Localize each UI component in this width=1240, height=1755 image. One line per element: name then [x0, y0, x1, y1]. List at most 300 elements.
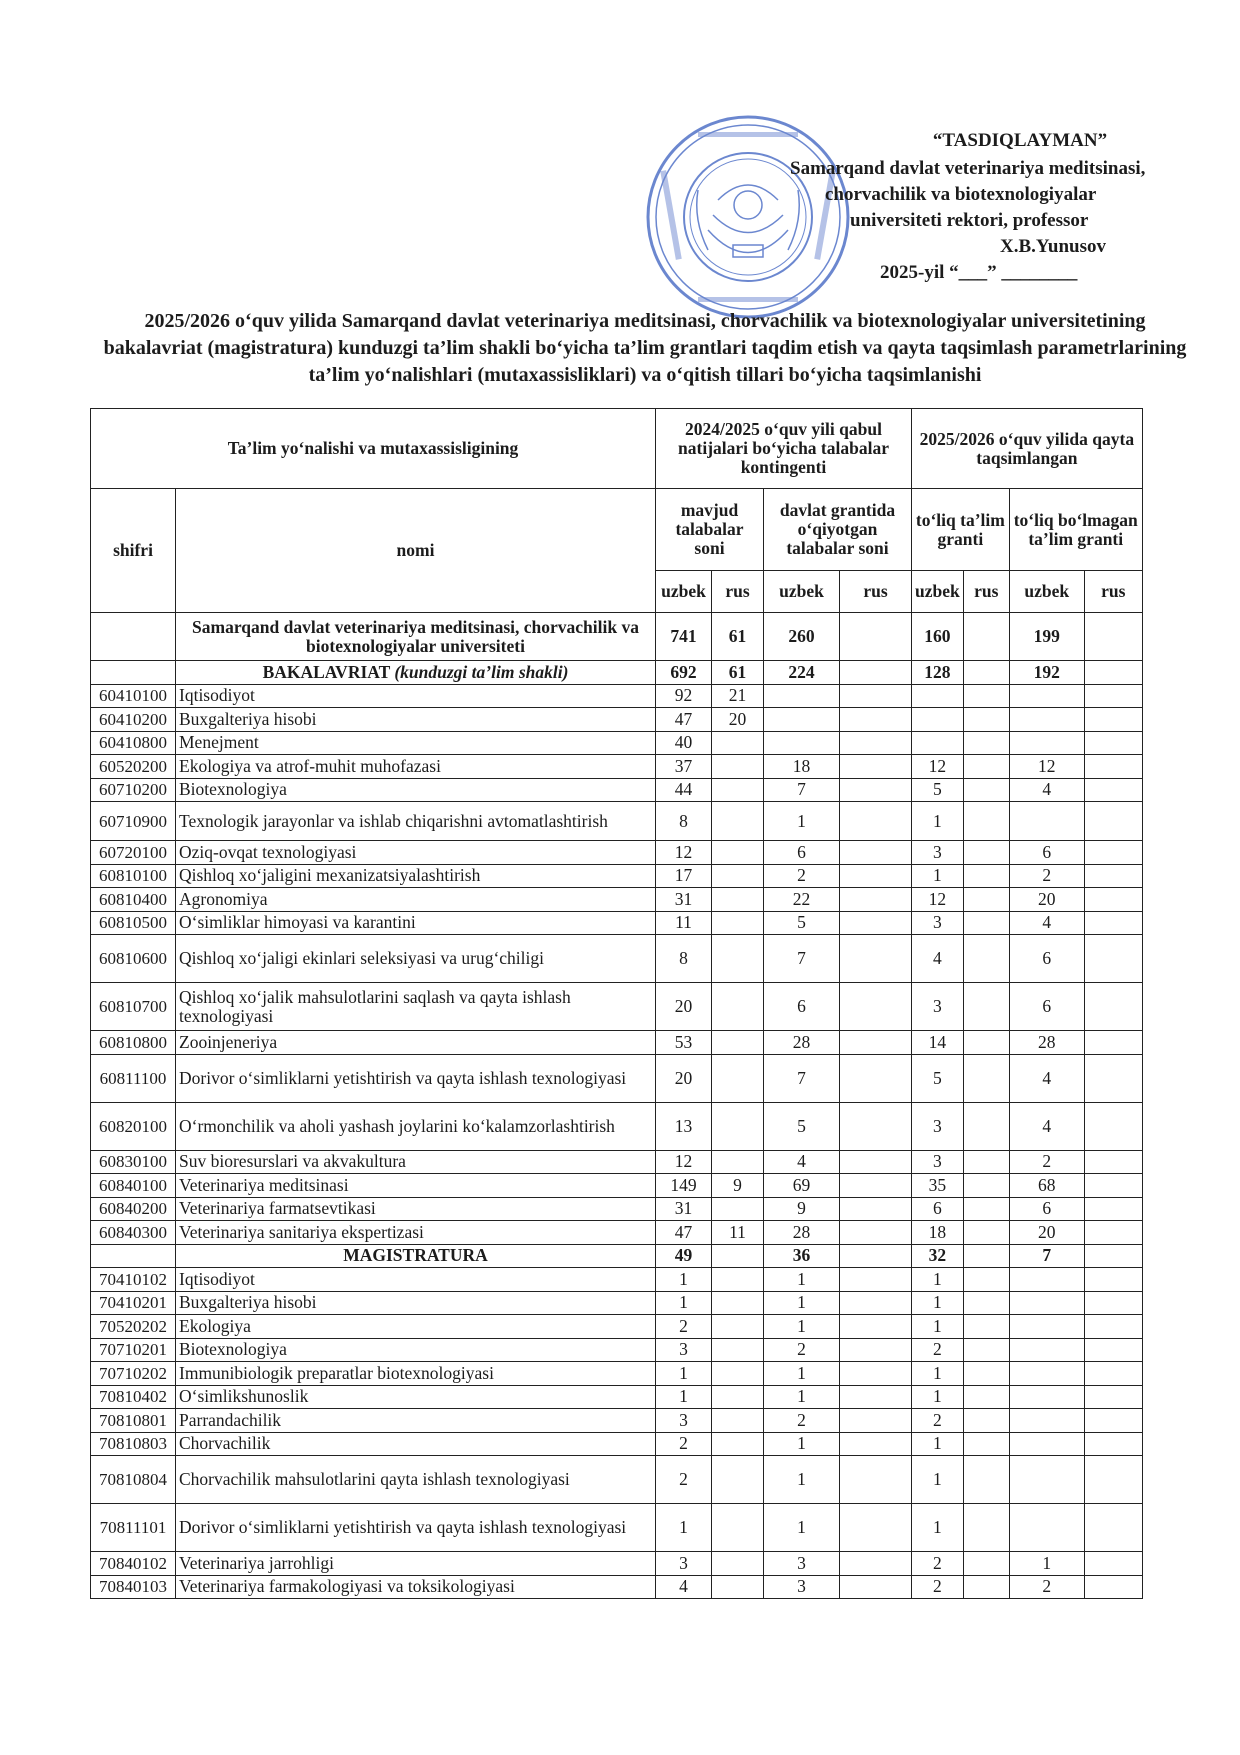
value-cell — [963, 1291, 1009, 1315]
value-cell — [963, 1102, 1009, 1150]
value-cell — [963, 888, 1009, 912]
approval-line-1: Samarqand davlat veterinariya meditsinasi, — [790, 158, 1146, 179]
value-cell — [712, 841, 764, 865]
program-code: 60810600 — [91, 935, 176, 983]
program-code: 70811101 — [91, 1504, 176, 1552]
value-cell — [1084, 1362, 1142, 1386]
table-row — [91, 802, 1143, 841]
value-cell: 44 — [656, 778, 712, 802]
value-cell: 2 — [1009, 1150, 1084, 1174]
value-cell — [840, 1338, 912, 1362]
header-existing: mavjud talabalar soni — [656, 489, 764, 571]
value-cell — [1009, 1456, 1084, 1504]
value-cell: 12 — [1009, 755, 1084, 779]
value-cell — [712, 1102, 764, 1150]
value-cell — [1084, 778, 1142, 802]
program-name: Dorivor o‘simliklarni yetishtirish va qayta ishlash texnologiyasi — [176, 1054, 656, 1102]
value-cell — [840, 1102, 912, 1150]
value-cell: 1 — [656, 1362, 712, 1386]
value-cell — [1084, 708, 1142, 732]
distribution-table — [90, 408, 1143, 1599]
value-cell — [840, 1385, 912, 1409]
header-uzbek: uzbek — [764, 571, 840, 613]
value-cell: 2 — [656, 1315, 712, 1339]
value-cell — [712, 1150, 764, 1174]
table-row — [91, 1338, 1143, 1362]
value-cell: 20 — [1009, 888, 1084, 912]
value-cell — [1084, 755, 1142, 779]
value-cell — [840, 613, 912, 661]
value-cell: 4 — [1009, 911, 1084, 935]
program-code: 70810803 — [91, 1432, 176, 1456]
value-cell — [1009, 1315, 1084, 1339]
value-cell: 1 — [764, 1268, 840, 1292]
program-code: 60410200 — [91, 708, 176, 732]
value-cell — [840, 864, 912, 888]
table-row — [91, 1385, 1143, 1409]
header-rus: rus — [1084, 571, 1142, 613]
header-contingent: 2024/2025 o‘quv yili qabul natijalari bo‘yicha talabalar kontingenti — [656, 409, 912, 489]
program-code: 60810700 — [91, 983, 176, 1031]
program-code: 70520202 — [91, 1315, 176, 1339]
document-title: 2025/2026 o‘quv yilida Samarqand davlat veterinariya meditsinasi, chorvachilik va biotexnologiyalar universitetining bakalavriat (magistratura) kunduzgi ta’lim shakli bo‘yicha ta’lim grantlari taqdim etish va qayta taqsimlash parametrlarining ta’lim yo‘nalishlari (mutaxassisliklari) va o‘qitish tillari bo‘yicha taqsimlanishi — [103, 310, 1187, 386]
header-uzbek: uzbek — [912, 571, 964, 613]
program-name: Qishloq xo‘jalik mahsulotlarini saqlash va qayta ishlash texnologiyasi — [176, 983, 656, 1031]
value-cell — [963, 864, 1009, 888]
value-cell: 92 — [656, 684, 712, 708]
program-code: 60840100 — [91, 1174, 176, 1198]
value-cell: 4 — [912, 935, 964, 983]
value-cell: 1 — [764, 1432, 840, 1456]
program-name: O‘simliklar himoyasi va karantini — [176, 911, 656, 935]
value-cell — [840, 1221, 912, 1245]
value-cell — [1084, 841, 1142, 865]
value-cell — [1084, 731, 1142, 755]
value-cell: 37 — [656, 755, 712, 779]
value-cell — [840, 983, 912, 1031]
empty-code-cell — [91, 1244, 176, 1268]
program-code: 60830100 — [91, 1150, 176, 1174]
value-cell: 7 — [764, 935, 840, 983]
value-cell — [912, 731, 964, 755]
value-cell — [712, 864, 764, 888]
value-cell: 5 — [764, 911, 840, 935]
value-cell: 1 — [764, 1456, 840, 1504]
value-cell: 3 — [912, 983, 964, 1031]
program-name: Oziq-ovqat texnologiyasi — [176, 841, 656, 865]
table-row — [91, 1409, 1143, 1433]
program-code: 60710200 — [91, 778, 176, 802]
value-cell — [840, 1174, 912, 1198]
header-program: Ta’lim yo‘nalishi va mutaxassisligining — [91, 409, 656, 489]
value-cell: 11 — [656, 911, 712, 935]
value-cell: 4 — [1009, 1054, 1084, 1102]
value-cell: 28 — [764, 1221, 840, 1245]
program-name: Biotexnologiya — [176, 1338, 656, 1362]
table-row — [91, 778, 1143, 802]
program-code: 60810400 — [91, 888, 176, 912]
value-cell: 47 — [656, 708, 712, 732]
value-cell — [712, 1054, 764, 1102]
table-row — [91, 935, 1143, 983]
value-cell — [1084, 935, 1142, 983]
program-code: 60710900 — [91, 802, 176, 841]
master-section-label: MAGISTRATURA — [176, 1244, 656, 1268]
value-cell — [1084, 1197, 1142, 1221]
program-code: 60820100 — [91, 1102, 176, 1150]
program-code: 70810801 — [91, 1409, 176, 1433]
value-cell: 1 — [656, 1504, 712, 1552]
value-cell — [1009, 1432, 1084, 1456]
value-cell: 5 — [912, 778, 964, 802]
value-cell: 3 — [912, 1102, 964, 1150]
value-cell — [840, 935, 912, 983]
value-cell: 13 — [656, 1102, 712, 1150]
value-cell: 149 — [656, 1174, 712, 1198]
value-cell: 22 — [764, 888, 840, 912]
value-cell — [1084, 1174, 1142, 1198]
table-row — [91, 1504, 1143, 1552]
value-cell — [963, 708, 1009, 732]
value-cell: 2 — [912, 1409, 964, 1433]
program-code: 60811100 — [91, 1054, 176, 1102]
value-cell: 69 — [764, 1174, 840, 1198]
value-cell: 1 — [912, 864, 964, 888]
header-rus: rus — [840, 571, 912, 613]
value-cell — [1084, 911, 1142, 935]
value-cell: 2 — [912, 1552, 964, 1576]
approval-heading: “TASDIQLAYMAN” — [932, 130, 1108, 151]
approval-signatory: X.B.Yunusov — [1000, 236, 1106, 257]
program-code: 70410201 — [91, 1291, 176, 1315]
value-cell: 12 — [656, 841, 712, 865]
value-cell — [912, 708, 964, 732]
value-cell — [712, 1338, 764, 1362]
value-cell — [712, 935, 764, 983]
table-row — [91, 684, 1143, 708]
program-name: Buxgalteriya hisobi — [176, 708, 656, 732]
value-cell — [840, 778, 912, 802]
value-cell — [963, 1174, 1009, 1198]
value-cell: 5 — [764, 1102, 840, 1150]
value-cell — [712, 731, 764, 755]
distribution-table-wrap — [90, 408, 1143, 1599]
value-cell — [712, 1291, 764, 1315]
value-cell: 3 — [764, 1552, 840, 1576]
value-cell — [712, 1552, 764, 1576]
program-name: Zooinjeneriya — [176, 1031, 656, 1055]
value-cell: 224 — [764, 661, 840, 685]
value-cell: 1 — [912, 1268, 964, 1292]
approval-line-2: chorvachilik va biotexnologiyalar — [825, 184, 1097, 205]
value-cell — [963, 1432, 1009, 1456]
header-full-grant: to‘liq ta’lim granti — [912, 489, 1010, 571]
value-cell — [712, 1197, 764, 1221]
value-cell: 3 — [656, 1338, 712, 1362]
value-cell — [1009, 1385, 1084, 1409]
value-cell: 1 — [764, 1362, 840, 1386]
value-cell — [963, 684, 1009, 708]
value-cell: 260 — [764, 613, 840, 661]
table-row — [91, 983, 1143, 1031]
header-rus: rus — [963, 571, 1009, 613]
value-cell: 8 — [656, 802, 712, 841]
value-cell: 36 — [764, 1244, 840, 1268]
value-cell — [1084, 1432, 1142, 1456]
value-cell — [1009, 1504, 1084, 1552]
program-name: Buxgalteriya hisobi — [176, 1291, 656, 1315]
value-cell — [1084, 1268, 1142, 1292]
program-code: 70710202 — [91, 1362, 176, 1386]
header-state-grant: davlat grantida o‘qiyotgan talabalar soni — [764, 489, 912, 571]
value-cell — [712, 1409, 764, 1433]
program-name: Biotexnologiya — [176, 778, 656, 802]
value-cell: 12 — [912, 888, 964, 912]
value-cell — [840, 888, 912, 912]
value-cell — [963, 1031, 1009, 1055]
value-cell — [1084, 1456, 1142, 1504]
value-cell — [1084, 661, 1142, 685]
value-cell — [840, 661, 912, 685]
value-cell — [963, 841, 1009, 865]
value-cell — [1009, 1338, 1084, 1362]
value-cell: 61 — [712, 661, 764, 685]
approval-block — [790, 128, 1210, 286]
value-cell: 6 — [1009, 983, 1084, 1031]
value-cell — [1009, 1291, 1084, 1315]
value-cell — [963, 1575, 1009, 1599]
value-cell — [1084, 1338, 1142, 1362]
value-cell — [764, 731, 840, 755]
value-cell — [840, 1456, 912, 1504]
value-cell — [712, 888, 764, 912]
value-cell: 1 — [912, 1315, 964, 1339]
value-cell — [840, 1197, 912, 1221]
value-cell — [963, 911, 1009, 935]
value-cell: 2 — [656, 1432, 712, 1456]
value-cell — [840, 1268, 912, 1292]
program-name: Veterinariya jarrohligi — [176, 1552, 656, 1576]
value-cell — [840, 1575, 912, 1599]
value-cell — [963, 1150, 1009, 1174]
value-cell: 1 — [656, 1385, 712, 1409]
value-cell: 4 — [764, 1150, 840, 1174]
value-cell: 20 — [712, 708, 764, 732]
value-cell — [840, 1031, 912, 1055]
value-cell — [963, 1385, 1009, 1409]
program-name: O‘rmonchilik va aholi yashash joylarini ko‘kalamzorlashtirish — [176, 1102, 656, 1150]
program-name: Chorvachilik mahsulotlarini qayta ishlash texnologiyasi — [176, 1456, 656, 1504]
value-cell: 53 — [656, 1031, 712, 1055]
value-cell — [712, 1504, 764, 1552]
value-cell — [963, 935, 1009, 983]
value-cell — [712, 1031, 764, 1055]
value-cell: 692 — [656, 661, 712, 685]
value-cell: 1 — [912, 802, 964, 841]
program-code: 70840102 — [91, 1552, 176, 1576]
value-cell: 18 — [912, 1221, 964, 1245]
value-cell: 160 — [912, 613, 964, 661]
program-code: 60720100 — [91, 841, 176, 865]
value-cell — [963, 1504, 1009, 1552]
value-cell: 7 — [764, 778, 840, 802]
value-cell — [963, 983, 1009, 1031]
table-row — [91, 864, 1143, 888]
master-total-row — [91, 1244, 1143, 1268]
value-cell: 12 — [656, 1150, 712, 1174]
value-cell — [1084, 802, 1142, 841]
program-code: 70840103 — [91, 1575, 176, 1599]
value-cell — [963, 731, 1009, 755]
value-cell — [712, 1244, 764, 1268]
value-cell: 9 — [712, 1174, 764, 1198]
program-name: Ekologiya va atrof-muhit muhofazasi — [176, 755, 656, 779]
value-cell — [912, 684, 964, 708]
program-name: Agronomiya — [176, 888, 656, 912]
program-code: 60410100 — [91, 684, 176, 708]
program-code: 60810800 — [91, 1031, 176, 1055]
bachelor-label: BAKALAVRIAT — [262, 661, 390, 682]
value-cell: 14 — [912, 1031, 964, 1055]
value-cell: 1 — [912, 1432, 964, 1456]
value-cell: 5 — [912, 1054, 964, 1102]
value-cell — [840, 684, 912, 708]
value-cell — [712, 1385, 764, 1409]
value-cell — [963, 1315, 1009, 1339]
value-cell: 40 — [656, 731, 712, 755]
value-cell — [963, 1268, 1009, 1292]
value-cell — [712, 1362, 764, 1386]
value-cell — [1009, 1268, 1084, 1292]
program-name: Chorvachilik — [176, 1432, 656, 1456]
value-cell — [1084, 864, 1142, 888]
value-cell: 20 — [1009, 1221, 1084, 1245]
value-cell: 2 — [1009, 1575, 1084, 1599]
value-cell — [712, 1432, 764, 1456]
value-cell: 6 — [764, 983, 840, 1031]
table-row — [91, 1291, 1143, 1315]
value-cell: 3 — [656, 1409, 712, 1433]
value-cell — [840, 1362, 912, 1386]
value-cell — [840, 755, 912, 779]
value-cell — [963, 1409, 1009, 1433]
value-cell: 3 — [912, 1150, 964, 1174]
table-row — [91, 1432, 1143, 1456]
value-cell: 1 — [912, 1291, 964, 1315]
value-cell — [1009, 708, 1084, 732]
value-cell — [963, 661, 1009, 685]
value-cell: 128 — [912, 661, 964, 685]
table-row — [91, 731, 1143, 755]
header-redistributed: 2025/2026 o‘quv yilida qayta taqsimlangan — [912, 409, 1143, 489]
table-row — [91, 1268, 1143, 1292]
table-row — [91, 888, 1143, 912]
value-cell — [840, 1552, 912, 1576]
program-code: 60810500 — [91, 911, 176, 935]
value-cell: 1 — [764, 1291, 840, 1315]
value-cell — [712, 1315, 764, 1339]
value-cell — [1084, 1552, 1142, 1576]
value-cell — [840, 1150, 912, 1174]
value-cell: 28 — [1009, 1031, 1084, 1055]
value-cell — [840, 1244, 912, 1268]
value-cell — [1084, 1504, 1142, 1552]
value-cell — [963, 1054, 1009, 1102]
table-row — [91, 755, 1143, 779]
value-cell: 4 — [1009, 1102, 1084, 1150]
program-name: Veterinariya sanitariya ekspertizasi — [176, 1221, 656, 1245]
value-cell: 49 — [656, 1244, 712, 1268]
value-cell: 6 — [1009, 1197, 1084, 1221]
program-code: 60840200 — [91, 1197, 176, 1221]
value-cell — [712, 778, 764, 802]
value-cell — [1009, 802, 1084, 841]
value-cell — [840, 1315, 912, 1339]
table-row — [91, 1456, 1143, 1504]
program-name: Suv bioresurslari va akvakultura — [176, 1150, 656, 1174]
value-cell: 199 — [1009, 613, 1084, 661]
value-cell — [1084, 888, 1142, 912]
value-cell — [712, 1456, 764, 1504]
university-total-row — [91, 613, 1143, 661]
value-cell: 1 — [764, 802, 840, 841]
table-row — [91, 1362, 1143, 1386]
program-name: Ekologiya — [176, 1315, 656, 1339]
program-name: Iqtisodiyot — [176, 1268, 656, 1292]
header-uzbek: uzbek — [1009, 571, 1084, 613]
value-cell: 61 — [712, 613, 764, 661]
value-cell: 2 — [912, 1338, 964, 1362]
program-name: O‘simlikshunoslik — [176, 1385, 656, 1409]
value-cell — [712, 911, 764, 935]
value-cell: 3 — [764, 1575, 840, 1599]
program-code: 70810804 — [91, 1456, 176, 1504]
value-cell: 18 — [764, 755, 840, 779]
value-cell: 7 — [1009, 1244, 1084, 1268]
value-cell: 20 — [656, 983, 712, 1031]
university-name: Samarqand davlat veterinariya meditsinasi, chorvachilik va biotexnologiyalar universiteti — [176, 613, 656, 661]
value-cell — [963, 1221, 1009, 1245]
value-cell: 192 — [1009, 661, 1084, 685]
value-cell — [1084, 1315, 1142, 1339]
value-cell — [840, 1054, 912, 1102]
program-name: Iqtisodiyot — [176, 684, 656, 708]
value-cell: 47 — [656, 1221, 712, 1245]
value-cell: 28 — [764, 1031, 840, 1055]
value-cell: 9 — [764, 1197, 840, 1221]
program-code: 60810100 — [91, 864, 176, 888]
value-cell: 2 — [1009, 864, 1084, 888]
value-cell — [712, 1575, 764, 1599]
value-cell: 1 — [656, 1291, 712, 1315]
program-name: Qishloq xo‘jaligi ekinlari seleksiyasi va urug‘chiligi — [176, 935, 656, 983]
value-cell — [840, 802, 912, 841]
value-cell — [840, 708, 912, 732]
value-cell — [1084, 1221, 1142, 1245]
value-cell — [1009, 731, 1084, 755]
value-cell — [963, 1362, 1009, 1386]
approval-line-3: universiteti rektori, professor — [850, 210, 1089, 231]
table-row — [91, 708, 1143, 732]
value-cell — [963, 1338, 1009, 1362]
header-uzbek: uzbek — [656, 571, 712, 613]
bachelor-section-label — [176, 661, 656, 685]
value-cell — [963, 1552, 1009, 1576]
bachelor-label-sub: (kunduzgi ta’lim shakli) — [394, 661, 569, 682]
empty-code-cell — [91, 613, 176, 661]
program-name: Texnologik jarayonlar va ishlab chiqarishni avtomatlashtirish — [176, 802, 656, 841]
value-cell: 1 — [912, 1456, 964, 1504]
